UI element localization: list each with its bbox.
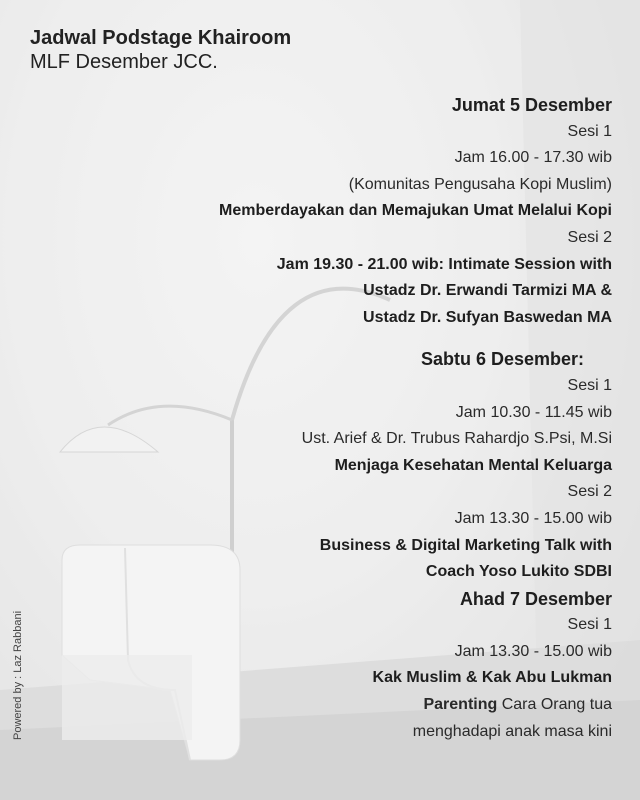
session-topic-rest: Cara Orang tua (497, 696, 612, 714)
session-time: Jam 13.30 - 15.00 wib (454, 642, 612, 660)
day-heading-saturday: Sabtu 6 Desember: (420, 349, 584, 370)
title-main: Jadwal Podstage Khairoom (30, 27, 292, 49)
session-topic: Business & Digital Marketing Talk with (319, 536, 612, 554)
session-label: Sesi 2 (567, 483, 612, 501)
session-speaker: Kak Muslim & Kak Abu Lukman (372, 669, 612, 687)
session-topic: Memberdayakan dan Memajukan Umat Melalui Kopi (219, 202, 612, 220)
session-label: Sesi 1 (567, 616, 612, 634)
session-speaker: Ustadz Dr. Sufyan Baswedan MA (363, 308, 612, 326)
session-time-topic: Jam 19.30 - 21.00 wib: Intimate Session with (276, 255, 612, 273)
session-speaker: Ust. Arief & Dr. Trubus Rahardjo S.Psi, M.Si (301, 430, 612, 448)
poster-title (30, 26, 291, 74)
session-speaker: Coach Yoso Lukito SDBI (425, 563, 612, 581)
session-time: Jam 16.00 - 17.30 wib (454, 149, 612, 167)
session-label: Sesi 2 (567, 228, 612, 246)
session-topic-line2: menghadapi anak masa kini (412, 722, 612, 740)
session-speaker: (Komunitas Pengusaha Kopi Muslim) (348, 175, 612, 193)
session-label: Sesi 1 (567, 122, 612, 140)
session-topic-bold: Parenting (423, 696, 498, 714)
powered-by-credit: Powered by : Laz Rabbani (12, 610, 24, 740)
day-heading-sunday: Ahad 7 Desember (459, 588, 612, 609)
session-time: Jam 10.30 - 11.45 wib (455, 403, 612, 421)
day-heading-friday: Jumat 5 Desember (451, 95, 612, 115)
session-label: Sesi 1 (567, 376, 612, 394)
session-time: Jam 13.30 - 15.00 wib (454, 509, 612, 527)
session-topic (52, 692, 612, 719)
session-speaker: Ustadz Dr. Erwandi Tarmizi MA & (363, 282, 612, 300)
session-topic: Menjaga Kesehatan Mental Keluarga (334, 456, 612, 474)
title-sub: MLF Desember JCC. (30, 51, 218, 73)
schedule (52, 92, 612, 745)
